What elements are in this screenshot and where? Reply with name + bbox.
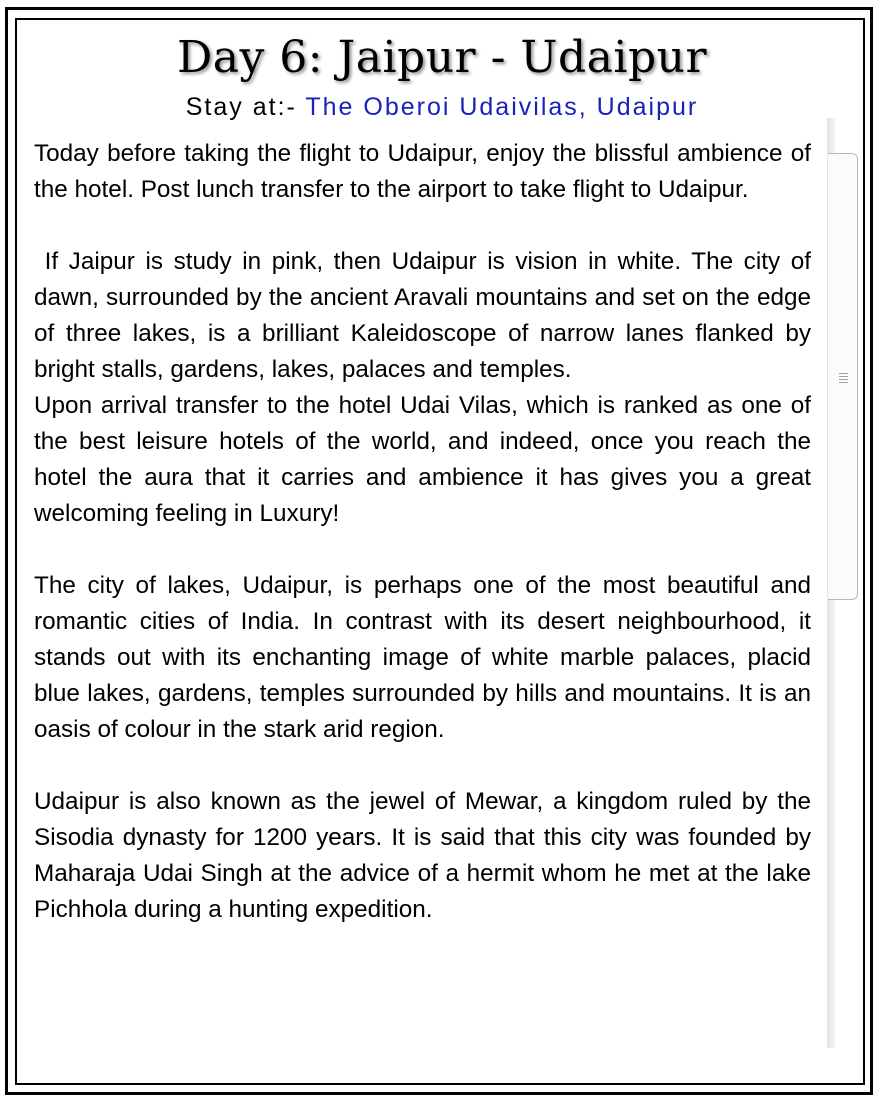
stay-line	[0, 93, 884, 122]
hotel-name[interactable]: The Oberoi Udaivilas, Udaipur	[305, 93, 699, 121]
grip-icon	[839, 371, 848, 385]
paragraph-1: Today before taking the flight to Udaipur, enjoy the blissful ambience of the hotel. Post lunch transfer to the airport to take flight to Udaipur.	[34, 140, 811, 203]
stay-label: Stay at:-	[185, 93, 306, 121]
paragraph-5: Udaipur is also known as the jewel of Mewar, a kingdom ruled by the Sisodia dynasty for 1200 years. It is said that this city was founded by Maharaja Udai Singh at the advice of a hermit whom he met at the lake Pichhola during a hunting expedition.	[34, 788, 811, 923]
paragraph-3: Upon arrival transfer to the hotel Udai Vilas, which is ranked as one of the best leisure hotels of the world, and indeed, once you reach the hotel the aura that it carries and ambience it has gives you a great welcoming feeling in Luxury!	[34, 392, 811, 527]
paragraph-4: The city of lakes, Udaipur, is perhaps one of the most beautiful and romantic cities of India. In contrast with its desert neighbourhood, it stands out with its enchanting image of white marble palaces, placid blue lakes, gardens, temples surrounded by hills and mountains. It is an oasis of colour in the stark arid region.	[34, 572, 811, 743]
itinerary-text	[34, 136, 811, 1046]
page-title: Day 6: Jaipur - Udaipur	[176, 32, 708, 83]
paragraph-2: If Jaipur is study in pink, then Udaipur is vision in white. The city of dawn, surrounded by the ancient Aravali mountains and set on the edge of three lakes, is a brilliant Kaleidoscope of narrow lanes flanked by bright stalls, gardens, lakes, palaces and temples.	[34, 248, 811, 383]
